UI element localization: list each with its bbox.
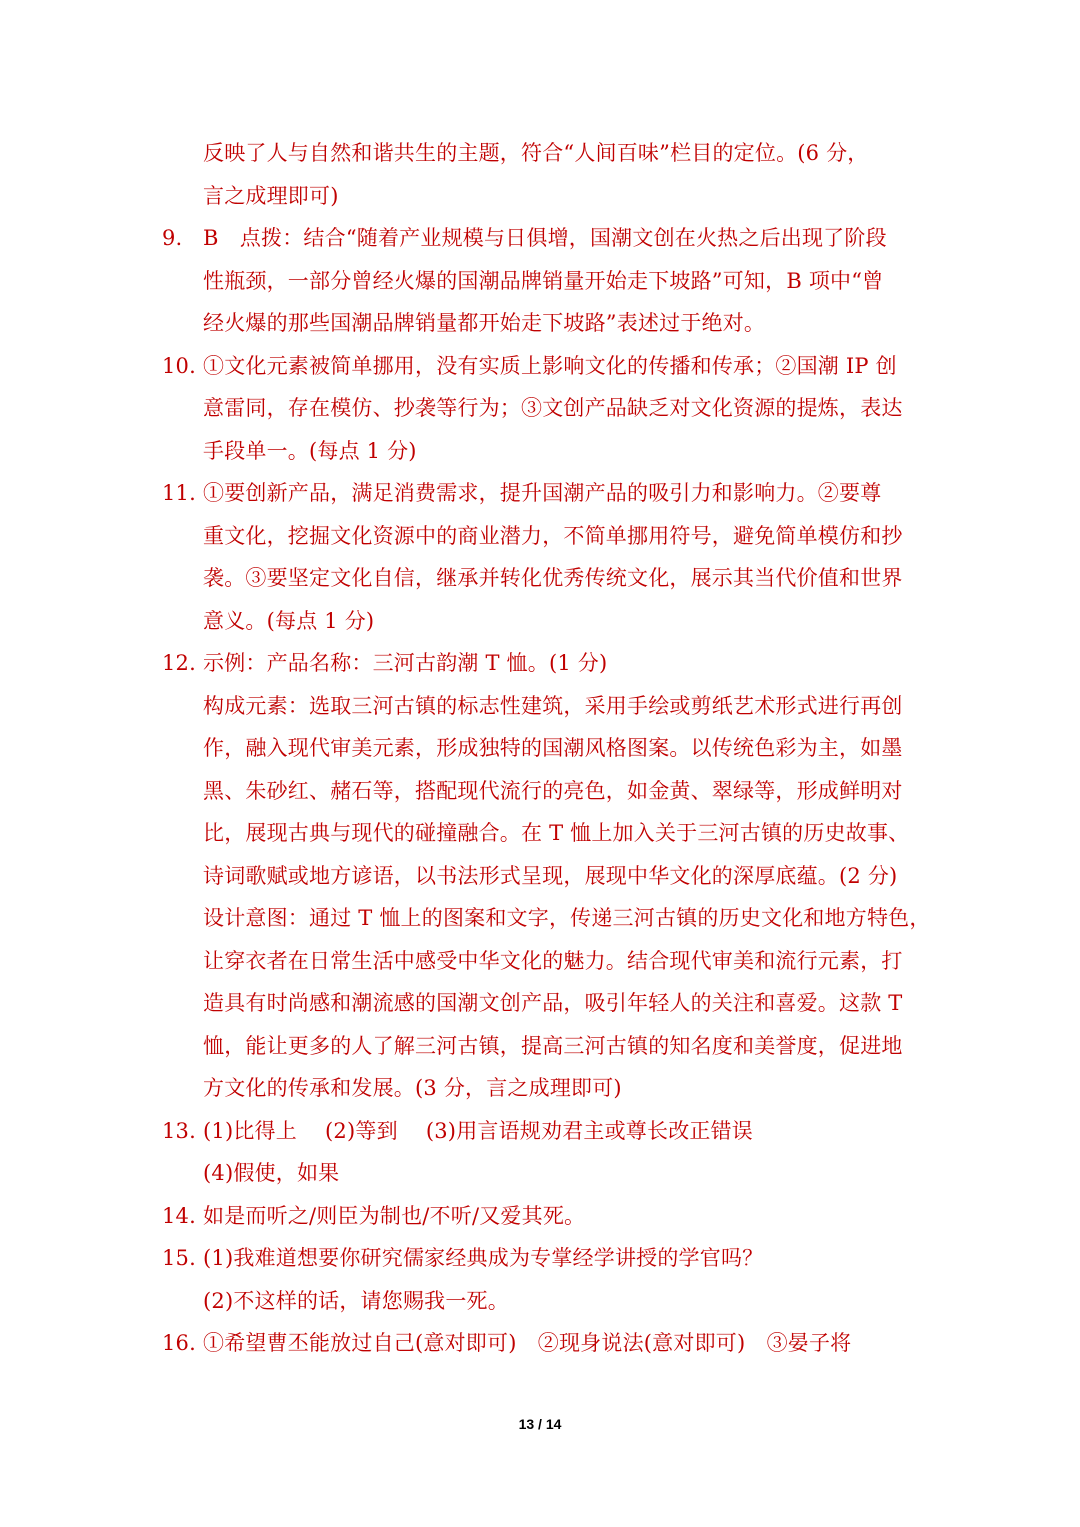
- text-line: [162, 982, 922, 1025]
- line-text: (4)假使，如果: [203, 1161, 340, 1185]
- text-line: [162, 1067, 922, 1110]
- line-text: (1)我难道想要你研究儒家经典成为专掌经学讲授的学官吗？: [203, 1246, 764, 1270]
- line-text: 经火爆的那些国潮品牌销量都开始走下坡路”表述过于绝对。: [203, 311, 766, 335]
- answer-item-11: [162, 472, 922, 515]
- text-line: [162, 1025, 922, 1068]
- text-line: [162, 685, 922, 728]
- line-text: ①文化元素被简单挪用，没有实质上影响文化的传播和传承；②国潮 IP 创: [203, 353, 897, 378]
- text-line: [162, 557, 922, 600]
- item-number: 15.: [162, 1246, 196, 1270]
- text-line: [162, 430, 922, 473]
- line-text: (2)不这样的话，请您赐我一死。: [203, 1288, 509, 1313]
- line-text: 比，展现古典与现代的碰撞融合。在 T 恤上加入关于三河古镇的历史故事、: [203, 821, 910, 845]
- text-line: [162, 897, 931, 940]
- text-line: [162, 855, 922, 898]
- line-text: ①要创新产品，满足消费需求，提升国潮产品的吸引力和影响力。②要尊: [203, 481, 882, 505]
- line-text: B 点拨：结合“随着产业规模与日俱增，国潮文创在火热之后出现了阶段: [203, 226, 887, 250]
- answer-item-13: [162, 1110, 922, 1153]
- line-text: 恤，能让更多的人了解三河古镇，提高三河古镇的知名度和美誉度，促进地: [203, 1033, 903, 1058]
- text-line: [162, 515, 922, 558]
- answer-item-14: [162, 1195, 922, 1238]
- answer-item-10: [162, 345, 922, 388]
- line-text: 方文化的传承和发展。(3 分，言之成理即可): [203, 1076, 622, 1100]
- line-text: 袭。③要坚定文化自信，继承并转化优秀传统文化，展示其当代价值和世界: [203, 566, 903, 590]
- line-text: 作，融入现代审美元素，形成独特的国潮风格图案。以传统色彩为主，如墨: [203, 736, 903, 760]
- line-text: 设计意图：通过 T 恤上的图案和文字，传递三河古镇的历史文化和地方特色，: [203, 906, 931, 930]
- line-text: 示例：产品名称：三河古韵潮 T 恤。(1 分): [203, 651, 608, 675]
- line-text: 造具有时尚感和潮流感的国潮文创产品，吸引年轻人的关注和喜爱。这款 T: [203, 991, 903, 1015]
- line-text: 反映了人与自然和谐共生的主题，符合“人间百味”栏目的定位。(6 分，: [203, 141, 869, 165]
- line-text: 意雷同，存在模仿、抄袭等行为；③文创产品缺乏对文化资源的提炼，表达: [203, 396, 903, 420]
- answer-item-9: [162, 217, 922, 260]
- text-line: [162, 175, 922, 218]
- text-line: [162, 600, 922, 643]
- answer-item-15: [162, 1237, 922, 1280]
- text-line: [162, 812, 922, 855]
- item-number: 14.: [162, 1203, 196, 1228]
- item-number: 12.: [162, 651, 196, 675]
- line-text: 意义。(每点 1 分): [203, 608, 375, 633]
- line-text: (1)比得上 (2)等到 (3)用言语规劝君主或尊长改正错误: [203, 1118, 753, 1143]
- line-text: 重文化，挖掘文化资源中的商业潜力，不简单挪用符号，避免简单模仿和抄: [203, 523, 903, 548]
- line-text: 如是而听之/则臣为制也/不听/又爱其死。: [203, 1203, 586, 1228]
- line-text: 诗词歌赋或地方谚语，以书法形式呈现，展现中华文化的深厚底蕴。(2 分): [203, 863, 898, 888]
- text-line: [162, 1280, 922, 1323]
- item-number: 16.: [162, 1331, 196, 1355]
- answer-item-16: [162, 1322, 922, 1365]
- item-number: 13.: [162, 1118, 196, 1143]
- text-line: [162, 387, 922, 430]
- line-text: 让穿衣者在日常生活中感受中华文化的魅力。结合现代审美和流行元素，打: [203, 948, 903, 973]
- line-text: 构成元素：选取三河古镇的标志性建筑，采用手绘或剪纸艺术形式进行再创: [203, 693, 903, 718]
- text-line: [162, 260, 922, 303]
- text-line: [162, 940, 922, 983]
- line-text: 手段单一。(每点 1 分): [203, 438, 417, 463]
- line-text: ①希望曹丕能放过自己(意对即可) ②现身说法(意对即可) ③晏子将: [203, 1331, 852, 1355]
- line-text: 性瓶颈，一部分曾经火爆的国潮品牌销量开始走下坡路”可知，B 项中“曾: [203, 268, 884, 293]
- text-line: [162, 770, 922, 813]
- item-number: 9.: [162, 226, 183, 250]
- text-line: [162, 1152, 922, 1195]
- item-number: 10.: [162, 353, 196, 378]
- text-line: [162, 727, 922, 770]
- line-text: 黑、朱砂红、赭石等，搭配现代流行的亮色，如金黄、翠绿等，形成鲜明对: [203, 778, 903, 803]
- answer-item-12: [162, 642, 922, 685]
- line-text: 言之成理即可): [203, 183, 339, 208]
- answer-content: [162, 132, 931, 1365]
- text-line: [162, 302, 922, 345]
- item-number: 11.: [162, 481, 196, 505]
- text-line: [162, 132, 922, 175]
- page-number: 13 / 14: [518, 1416, 562, 1432]
